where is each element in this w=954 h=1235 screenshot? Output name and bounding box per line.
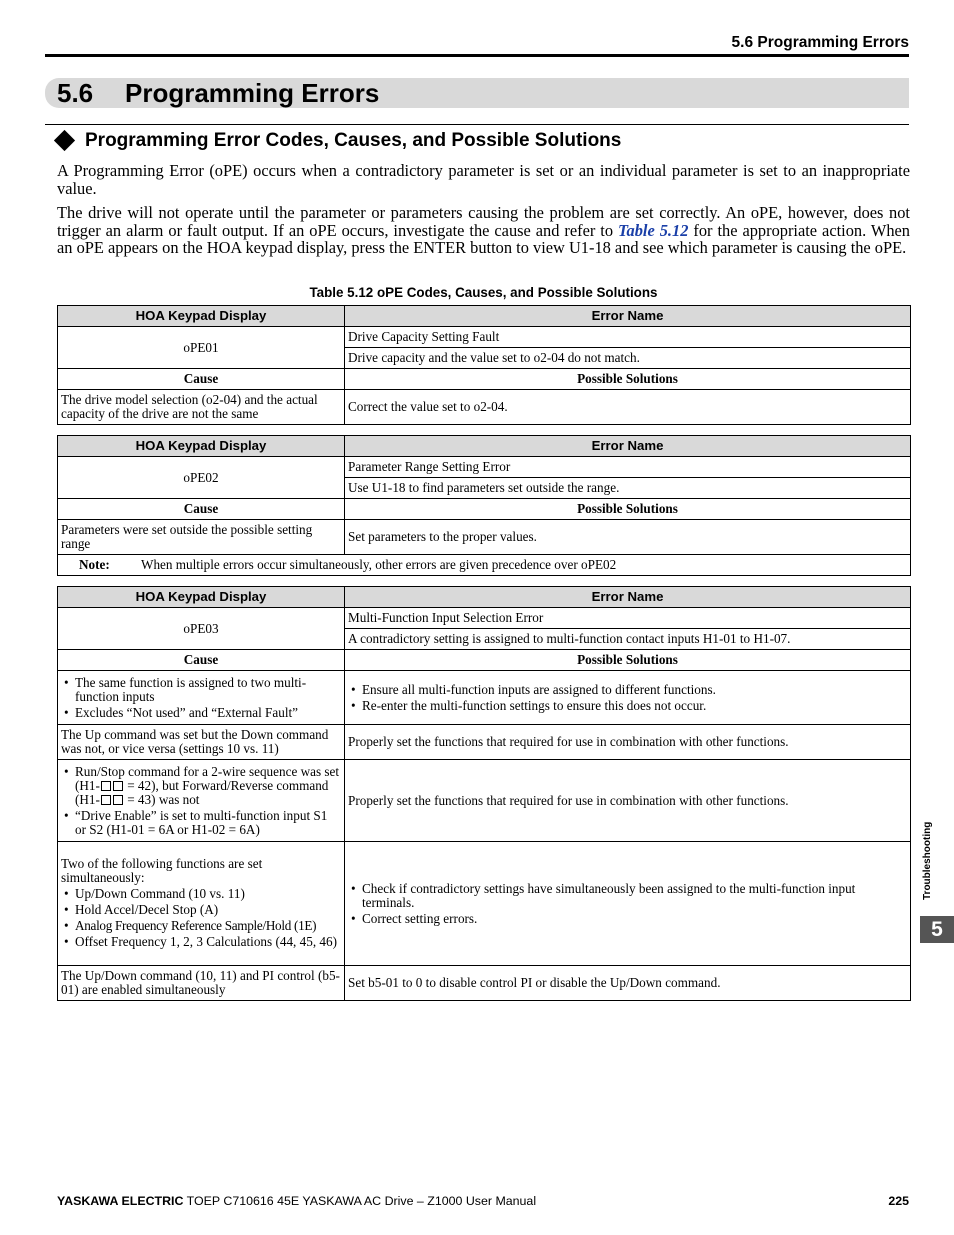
list-item: • Analog Frequency Reference Sample/Hold (1E) (61, 919, 341, 933)
side-tab-label: Troubleshooting (922, 821, 933, 900)
list-item: • Run/Stop command for a 2-wire sequence was set (H1- = 42), but Forward/Reverse command (H1- = 43) was not (61, 765, 341, 807)
footer-brand: YASKAWA ELECTRIC (57, 1194, 184, 1208)
header-solutions: Possible Solutions (345, 499, 911, 520)
solution-cell: Properly set the functions that required for use in combination with other functions. (345, 725, 911, 760)
header-cause: Cause (58, 369, 345, 390)
header-display: HOA Keypad Display (58, 306, 345, 327)
list-item: • Check if contradictory settings have simultaneously been assigned to the multi-function input terminals. (348, 882, 907, 910)
error-name: Parameter Range Setting Error (345, 457, 911, 478)
header-display: HOA Keypad Display (58, 436, 345, 457)
header-error-name: Error Name (345, 306, 911, 327)
list-item: • Re-enter the multi-function settings to ensure this does not occur. (348, 699, 907, 713)
list-item: • Ensure all multi-function inputs are assigned to different functions. (348, 683, 907, 697)
list-item: • The same function is assigned to two multi-function inputs (61, 676, 341, 704)
page-number: 225 (888, 1194, 909, 1208)
cause-cell: Parameters were set outside the possible setting range (58, 520, 345, 555)
solution-cell: Set b5-01 to 0 to disable control PI or disable the Up/Down command. (345, 966, 911, 1001)
ope03-table (57, 586, 911, 1001)
list-item: • Correct setting errors. (348, 912, 907, 926)
ope02-table (57, 435, 911, 576)
header-solutions: Possible Solutions (345, 650, 911, 671)
footer-text: TOEP C710616 45E YASKAWA AC Drive – Z1000 User Manual (183, 1194, 537, 1208)
error-name: Drive Capacity Setting Fault (345, 327, 911, 348)
header-display: HOA Keypad Display (58, 587, 345, 608)
header-rule (45, 54, 909, 57)
solution-cell (345, 671, 911, 725)
list-item: • Excludes “Not used” and “External Fault” (61, 706, 341, 720)
error-description: A contradictory setting is assigned to multi-function contact inputs H1-01 to H1-07. (345, 629, 911, 650)
solution-cell (345, 842, 911, 966)
header-cause: Cause (58, 650, 345, 671)
section-title-text: Programming Errors (125, 78, 380, 108)
header-solutions: Possible Solutions (345, 369, 911, 390)
section-number: 5.6 (57, 78, 94, 108)
section-title (57, 78, 379, 108)
header-error-name: Error Name (345, 436, 911, 457)
error-description: Drive capacity and the value set to o2-04 do not match. (345, 348, 911, 369)
error-name: Multi-Function Input Selection Error (345, 608, 911, 629)
header-error-name: Error Name (345, 587, 911, 608)
chapter-tab: 5 (920, 916, 954, 943)
ope01-table (57, 305, 911, 425)
table-reference-link[interactable]: Table 5.12 (618, 220, 689, 240)
error-code: oPE01 (58, 327, 345, 369)
diamond-bullet-icon (54, 130, 75, 151)
list-item: • “Drive Enable” is set to multi-function input S1 or S2 (H1-01 = 6A or H1-02 = 6A) (61, 809, 341, 837)
solution-cell: Set parameters to the proper values. (345, 520, 911, 555)
note-row (58, 555, 911, 576)
paragraph-text: The drive will not operate until the parameter or parameters causing the problem are set correctly. An oPE, however, does not trigger an alarm or fault output. If an oPE occurs, investigate the cause and refer to (57, 203, 910, 240)
subsection-title: Programming Error Codes, Causes, and Possible Solutions (85, 130, 622, 151)
error-description: Use U1-18 to find parameters set outside the range. (345, 478, 911, 499)
cause-cell (58, 671, 345, 725)
cause-cell: The Up/Down command (10, 11) and PI control (b5-01) are enabled simultaneously (58, 966, 345, 1001)
list-item: • Up/Down Command (10 vs. 11) (61, 887, 341, 901)
cause-cell (58, 760, 345, 842)
list-item: • Offset Frequency 1, 2, 3 Calculations (44, 45, 46) (61, 935, 341, 949)
note-text: When multiple errors occur simultaneously, other errors are given precedence over oPE02 (141, 557, 617, 572)
box-placeholder-icon (113, 795, 123, 805)
footer (57, 1194, 536, 1208)
intro-paragraph: A Programming Error (oPE) occurs when a contradictory parameter is set or an individual parameter is set to an inappropriate value. (57, 161, 910, 198)
table-caption: Table 5.12 oPE Codes, Causes, and Possible Solutions (309, 285, 658, 300)
solution-cell: Correct the value set to o2-04. (345, 390, 911, 425)
list-item: • Hold Accel/Decel Stop (A) (61, 903, 341, 917)
box-placeholder-icon (101, 781, 111, 791)
box-placeholder-icon (113, 781, 123, 791)
error-code: oPE03 (58, 608, 345, 650)
cause-cell: The Up command was set but the Down command was not, or vice versa (settings 10 vs. 11) (58, 725, 345, 760)
cause-intro: Two of the following functions are set simultaneously: (61, 855, 263, 885)
header-cause: Cause (58, 499, 345, 520)
cause-cell (58, 842, 345, 966)
error-code: oPE02 (58, 457, 345, 499)
subsection-rule (45, 124, 909, 125)
box-placeholder-icon (101, 795, 111, 805)
paragraph-text: for the appropriate action. When an oPE appears on the HOA keypad display, press the ENTER button to view U1-18 and see which parameter is causing the oPE. (57, 220, 911, 258)
cause-cell: The drive model selection (o2-04) and the actual capacity of the drive are not the same (58, 390, 345, 425)
solution-cell: Properly set the functions that required for use in combination with other functions. (345, 760, 911, 842)
note-label: Note: (79, 557, 110, 572)
explanation-paragraph (57, 204, 910, 257)
running-head: 5.6 Programming Errors (731, 34, 909, 51)
